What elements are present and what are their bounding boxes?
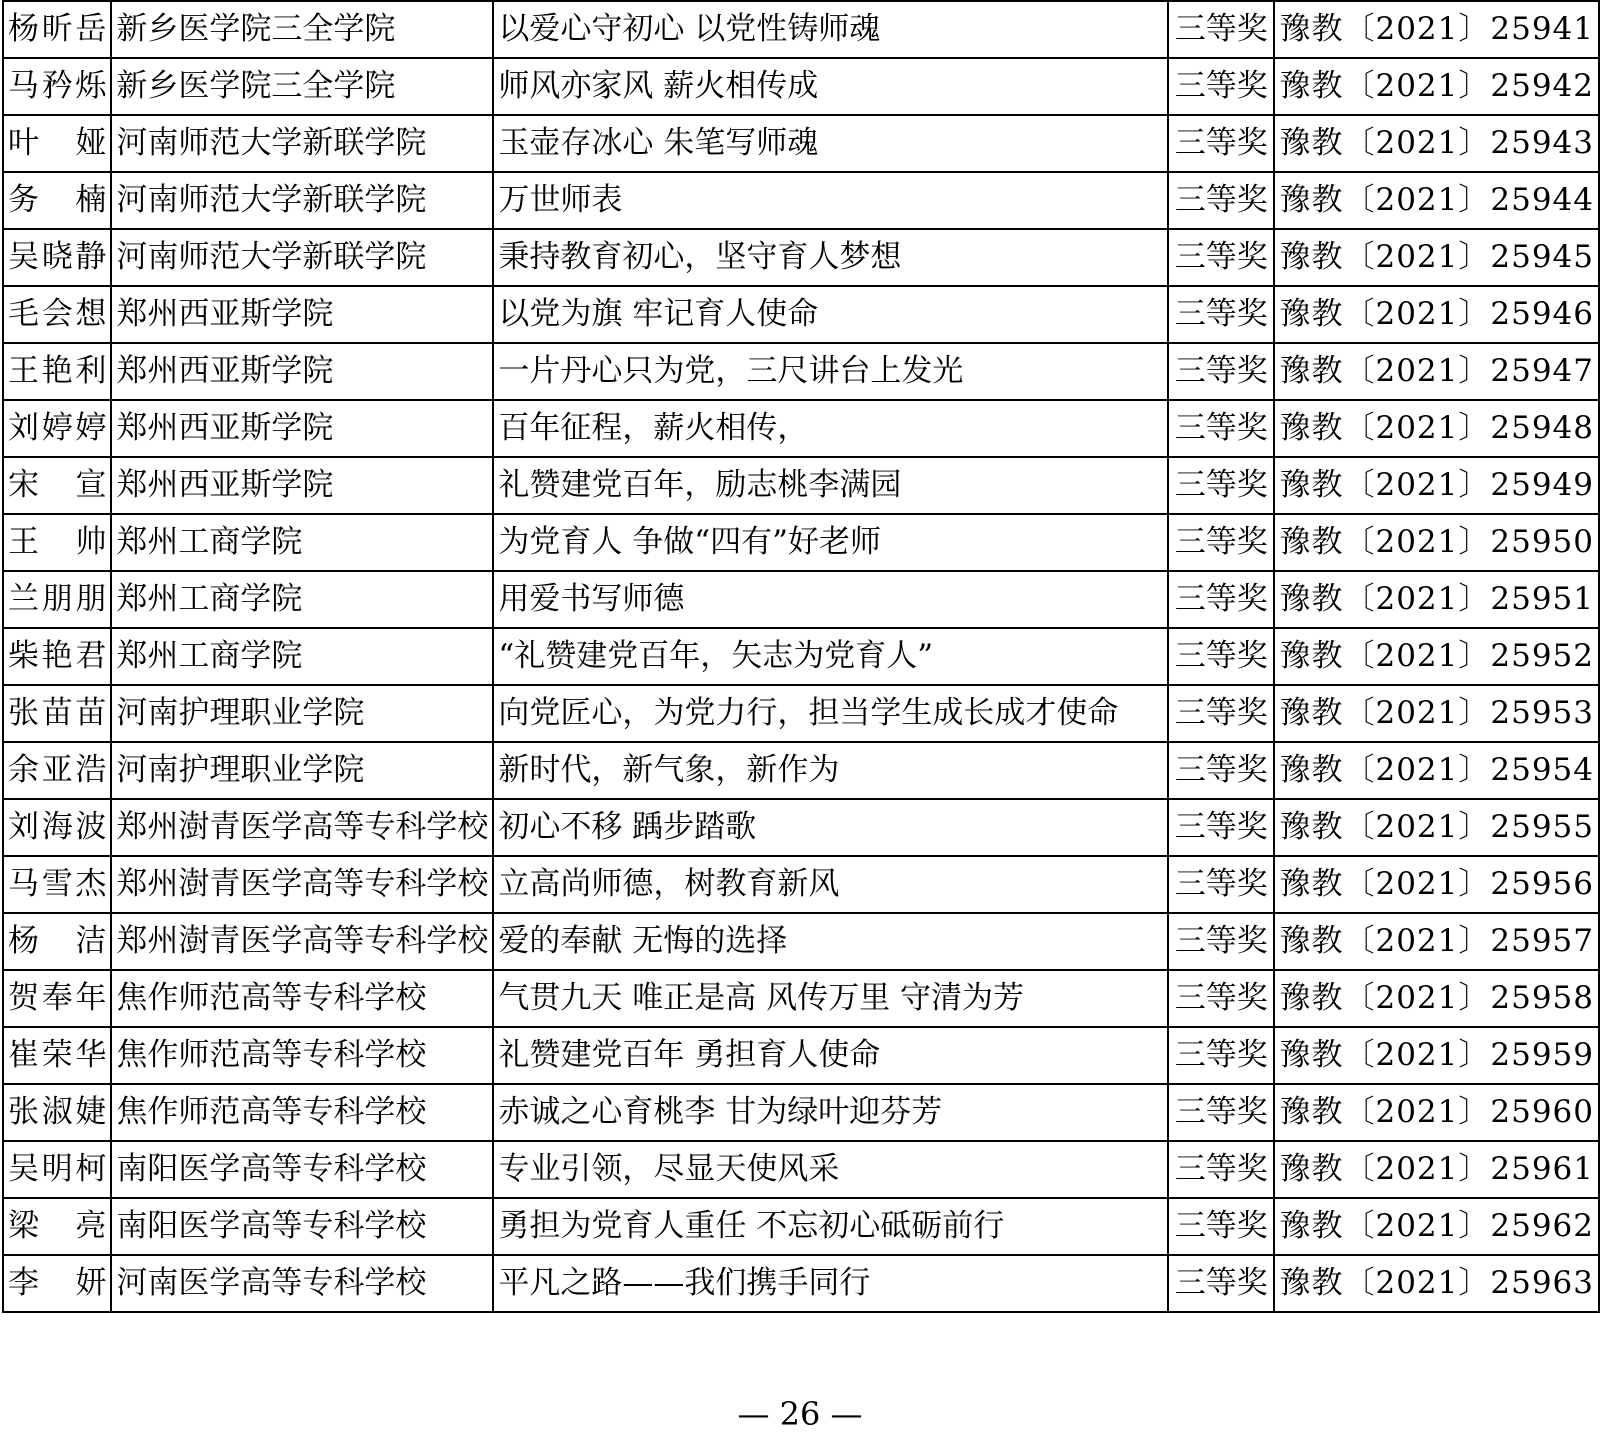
school-cell: 河南师范大学新联学院 [111, 172, 493, 229]
recipient-name-cell: 马矜烁 [3, 58, 111, 115]
work-title-cell: 爱的奉献 无悔的选择 [493, 913, 1168, 970]
school-cell: 新乡医学院三全学院 [111, 1, 493, 58]
school-cell: 郑州澍青医学高等专科学校 [111, 856, 493, 913]
work-title-cell: 用爱书写师德 [493, 571, 1168, 628]
document-number-cell: 豫教〔2021〕25949 [1274, 457, 1599, 514]
recipient-name-cell: 毛会想 [3, 286, 111, 343]
document-number-cell: 豫教〔2021〕25954 [1274, 742, 1599, 799]
award-level-cell: 三等奖 [1168, 1141, 1275, 1198]
award-table-body [3, 1, 1599, 1312]
document-number-cell: 豫教〔2021〕25942 [1274, 58, 1599, 115]
work-title-cell: 平凡之路——我们携手同行 [493, 1255, 1168, 1312]
school-cell: 郑州西亚斯学院 [111, 343, 493, 400]
document-number-cell: 豫教〔2021〕25961 [1274, 1141, 1599, 1198]
work-title-cell: 立高尚师德，树教育新风 [493, 856, 1168, 913]
award-level-cell: 三等奖 [1168, 514, 1275, 571]
school-cell: 南阳医学高等专科学校 [111, 1141, 493, 1198]
table-row [3, 970, 1599, 1027]
work-title-cell: 秉持教育初心，坚守育人梦想 [493, 229, 1168, 286]
school-cell: 焦作师范高等专科学校 [111, 1084, 493, 1141]
award-level-cell: 三等奖 [1168, 571, 1275, 628]
table-row [3, 685, 1599, 742]
school-cell: 河南师范大学新联学院 [111, 229, 493, 286]
work-title-cell: 为党育人 争做“四有”好老师 [493, 514, 1168, 571]
document-number-cell: 豫教〔2021〕25963 [1274, 1255, 1599, 1312]
table-row [3, 1, 1599, 58]
recipient-name-cell: 杨昕岳 [3, 1, 111, 58]
school-cell: 焦作师范高等专科学校 [111, 970, 493, 1027]
school-cell: 郑州西亚斯学院 [111, 286, 493, 343]
school-cell: 郑州工商学院 [111, 514, 493, 571]
work-title-cell: 以党为旗 牢记育人使命 [493, 286, 1168, 343]
award-level-cell: 三等奖 [1168, 1, 1275, 58]
award-level-cell: 三等奖 [1168, 628, 1275, 685]
recipient-name-cell: 柴艳君 [3, 628, 111, 685]
school-cell: 郑州工商学院 [111, 571, 493, 628]
work-title-cell: 万世师表 [493, 172, 1168, 229]
award-level-cell: 三等奖 [1168, 400, 1275, 457]
document-number-cell: 豫教〔2021〕25952 [1274, 628, 1599, 685]
award-level-cell: 三等奖 [1168, 685, 1275, 742]
school-cell: 河南护理职业学院 [111, 742, 493, 799]
recipient-name-cell: 刘婷婷 [3, 400, 111, 457]
award-level-cell: 三等奖 [1168, 856, 1275, 913]
work-title-cell: 礼赞建党百年，励志桃李满园 [493, 457, 1168, 514]
table-row [3, 1141, 1599, 1198]
school-cell: 郑州澍青医学高等专科学校 [111, 799, 493, 856]
work-title-cell: 师风亦家风 薪火相传成 [493, 58, 1168, 115]
award-level-cell: 三等奖 [1168, 286, 1275, 343]
recipient-name-cell: 贺奉年 [3, 970, 111, 1027]
recipient-name-cell: 王 帅 [3, 514, 111, 571]
recipient-name-cell: 梁 亮 [3, 1198, 111, 1255]
recipient-name-cell: 宋 宣 [3, 457, 111, 514]
table-row [3, 115, 1599, 172]
award-level-cell: 三等奖 [1168, 742, 1275, 799]
document-number-cell: 豫教〔2021〕25945 [1274, 229, 1599, 286]
table-row [3, 229, 1599, 286]
recipient-name-cell: 余亚浩 [3, 742, 111, 799]
recipient-name-cell: 张淑婕 [3, 1084, 111, 1141]
table-row [3, 1084, 1599, 1141]
work-title-cell: 礼赞建党百年 勇担育人使命 [493, 1027, 1168, 1084]
recipient-name-cell: 刘海波 [3, 799, 111, 856]
page-number: — 26 — [737, 1395, 863, 1433]
work-title-cell: 初心不移 踽步踏歌 [493, 799, 1168, 856]
award-level-cell: 三等奖 [1168, 799, 1275, 856]
work-title-cell: “礼赞建党百年，矢志为党育人” [493, 628, 1168, 685]
document-number-cell: 豫教〔2021〕25957 [1274, 913, 1599, 970]
recipient-name-cell: 张苗苗 [3, 685, 111, 742]
recipient-name-cell: 崔荣华 [3, 1027, 111, 1084]
table-row [3, 799, 1599, 856]
table-row [3, 1198, 1599, 1255]
school-cell: 郑州澍青医学高等专科学校 [111, 913, 493, 970]
work-title-cell: 新时代，新气象，新作为 [493, 742, 1168, 799]
table-row [3, 628, 1599, 685]
work-title-cell: 向党匠心，为党力行，担当学生成长成才使命 [493, 685, 1168, 742]
award-level-cell: 三等奖 [1168, 1255, 1275, 1312]
school-cell: 焦作师范高等专科学校 [111, 1027, 493, 1084]
award-level-cell: 三等奖 [1168, 58, 1275, 115]
award-level-cell: 三等奖 [1168, 172, 1275, 229]
school-cell: 河南护理职业学院 [111, 685, 493, 742]
school-cell: 河南师范大学新联学院 [111, 115, 493, 172]
table-row [3, 286, 1599, 343]
award-level-cell: 三等奖 [1168, 343, 1275, 400]
school-cell: 南阳医学高等专科学校 [111, 1198, 493, 1255]
recipient-name-cell: 吴明柯 [3, 1141, 111, 1198]
table-row [3, 856, 1599, 913]
document-number-cell: 豫教〔2021〕25960 [1274, 1084, 1599, 1141]
document-number-cell: 豫教〔2021〕25955 [1274, 799, 1599, 856]
recipient-name-cell: 务 楠 [3, 172, 111, 229]
award-level-cell: 三等奖 [1168, 970, 1275, 1027]
table-row [3, 1027, 1599, 1084]
school-cell: 河南医学高等专科学校 [111, 1255, 493, 1312]
work-title-cell: 一片丹心只为党，三尺讲台上发光 [493, 343, 1168, 400]
table-row [3, 514, 1599, 571]
recipient-name-cell: 吴晓静 [3, 229, 111, 286]
work-title-cell: 以爱心守初心 以党性铸师魂 [493, 1, 1168, 58]
award-level-cell: 三等奖 [1168, 1027, 1275, 1084]
school-cell: 郑州西亚斯学院 [111, 400, 493, 457]
work-title-cell: 百年征程，薪火相传， [493, 400, 1168, 457]
table-row [3, 343, 1599, 400]
document-number-cell: 豫教〔2021〕25950 [1274, 514, 1599, 571]
award-level-cell: 三等奖 [1168, 115, 1275, 172]
table-row [3, 457, 1599, 514]
document-number-cell: 豫教〔2021〕25941 [1274, 1, 1599, 58]
table-row [3, 58, 1599, 115]
work-title-cell: 赤诚之心育桃李 甘为绿叶迎芬芳 [493, 1084, 1168, 1141]
table-row [3, 571, 1599, 628]
recipient-name-cell: 兰朋朋 [3, 571, 111, 628]
document-number-cell: 豫教〔2021〕25946 [1274, 286, 1599, 343]
work-title-cell: 气贯九天 唯正是高 风传万里 守清为芳 [493, 970, 1168, 1027]
table-row [3, 1255, 1599, 1312]
table-row [3, 913, 1599, 970]
document-number-cell: 豫教〔2021〕25959 [1274, 1027, 1599, 1084]
document-number-cell: 豫教〔2021〕25962 [1274, 1198, 1599, 1255]
table-row [3, 172, 1599, 229]
document-number-cell: 豫教〔2021〕25944 [1274, 172, 1599, 229]
work-title-cell: 玉壶存冰心 朱笔写师魂 [493, 115, 1168, 172]
award-level-cell: 三等奖 [1168, 229, 1275, 286]
document-number-cell: 豫教〔2021〕25951 [1274, 571, 1599, 628]
work-title-cell: 勇担为党育人重任 不忘初心砥砺前行 [493, 1198, 1168, 1255]
award-level-cell: 三等奖 [1168, 1084, 1275, 1141]
document-number-cell: 豫教〔2021〕25956 [1274, 856, 1599, 913]
table-row [3, 400, 1599, 457]
work-title-cell: 专业引领，尽显天使风采 [493, 1141, 1168, 1198]
award-table [2, 0, 1600, 1313]
document-number-cell: 豫教〔2021〕25953 [1274, 685, 1599, 742]
table-row [3, 742, 1599, 799]
school-cell: 郑州工商学院 [111, 628, 493, 685]
award-level-cell: 三等奖 [1168, 457, 1275, 514]
school-cell: 郑州西亚斯学院 [111, 457, 493, 514]
document-number-cell: 豫教〔2021〕25947 [1274, 343, 1599, 400]
school-cell: 新乡医学院三全学院 [111, 58, 493, 115]
award-level-cell: 三等奖 [1168, 913, 1275, 970]
recipient-name-cell: 叶 娅 [3, 115, 111, 172]
award-level-cell: 三等奖 [1168, 1198, 1275, 1255]
recipient-name-cell: 杨 洁 [3, 913, 111, 970]
recipient-name-cell: 马雪杰 [3, 856, 111, 913]
document-number-cell: 豫教〔2021〕25948 [1274, 400, 1599, 457]
recipient-name-cell: 王艳利 [3, 343, 111, 400]
document-number-cell: 豫教〔2021〕25943 [1274, 115, 1599, 172]
document-number-cell: 豫教〔2021〕25958 [1274, 970, 1599, 1027]
recipient-name-cell: 李 妍 [3, 1255, 111, 1312]
